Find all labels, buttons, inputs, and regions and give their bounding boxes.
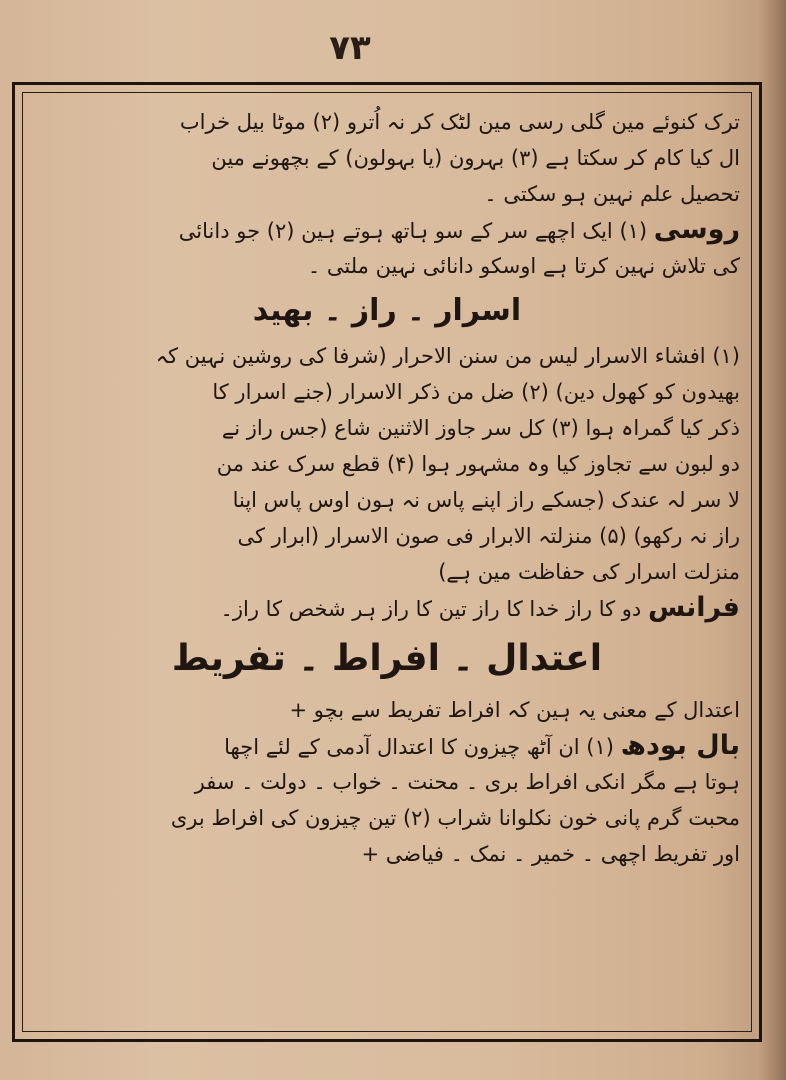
section-heading: اسرار ۔ راز ۔ بھید <box>252 293 522 328</box>
section-heading: اعتدال ۔ افراط ۔ تفریط <box>171 638 603 679</box>
text-span: (۱) ایک اچھے سر کے سو ہاتھ ہوتے ہین (۲) جو دانائی <box>178 219 654 243</box>
source-label: فرانس <box>647 592 740 623</box>
text-line: ہوتا ہے مگر انکی افراط بری ۔ محنت ۔ خواب ۔ دولت ۔ سفر <box>194 770 740 794</box>
proverb-buddha <box>34 728 740 764</box>
text-line: (۱) افشاء الاسرار لیس من سنن الاحرار (شرفا کی روشین نہین کہ <box>155 344 740 368</box>
text-span: دو کا راز خدا کا راز تین کا راز ہر شخص کا راز۔ <box>220 597 648 621</box>
text-line: تحصیل علم نہین ہو سکتی ۔ <box>484 182 740 206</box>
text-line: لا سر لہ عندک (جسکے راز اپنے پاس نہ ہون اوس پاس اپنا <box>232 488 740 512</box>
proverb-french <box>34 590 740 626</box>
text-line: کی تلاش نہین کرتا ہے اوسکو دانائی نہین ملتی ۔ <box>307 254 740 278</box>
text-line: بھیدون کو کھول دین) (۲) ضل من ذکر الاسرار (جنے اسرار کا <box>212 380 740 404</box>
source-label: روسی <box>653 214 740 245</box>
text-line: دو لبون سے تجاوز کیا وہ مشہور ہوا (۴) قطع سرک عند من <box>216 452 740 476</box>
text-line: راز نہ رکھو) (۵) منزلتہ الابرار فی صون الاسرار (ابرار کی <box>237 524 740 548</box>
page-number: ۷۳ <box>329 28 371 68</box>
source-label: بال بودھ <box>620 730 740 761</box>
text-line: ذکر کیا گمراہ ہوا (۳) کل سر جاوز الاثنین شاع (جس راز نے <box>221 416 740 440</box>
text-line: محبت گرم پانی خون نکلوانا شراب (۲) تین چیزون کی افراط بری <box>170 806 740 830</box>
text-line: اعتدال کے معنی یہ ہین کہ افراط تفریط سے بچو + <box>289 698 740 722</box>
text-line: اور تفریط اچھی ۔ خمیر ۔ نمک ۔ فیاضی + <box>361 842 740 866</box>
text-span: (۱) ان آٹھ چیزون کا اعتدال آدمی کے لئے اچھا <box>224 735 621 759</box>
text-line: ترک کنوئے مین گلی رسی مین لٹک کر نہ اُترو (۲) موٹا بیل خراب <box>179 110 740 134</box>
page-content <box>34 104 740 872</box>
proverb-russian <box>34 212 740 248</box>
text-line: منزلت اسرار کی حفاظت مین ہے) <box>438 560 740 584</box>
text-line: ال کیا کام کر سکتا ہے (۳) بہرون (یا بہولون) کے بچھونے مین <box>211 146 740 170</box>
